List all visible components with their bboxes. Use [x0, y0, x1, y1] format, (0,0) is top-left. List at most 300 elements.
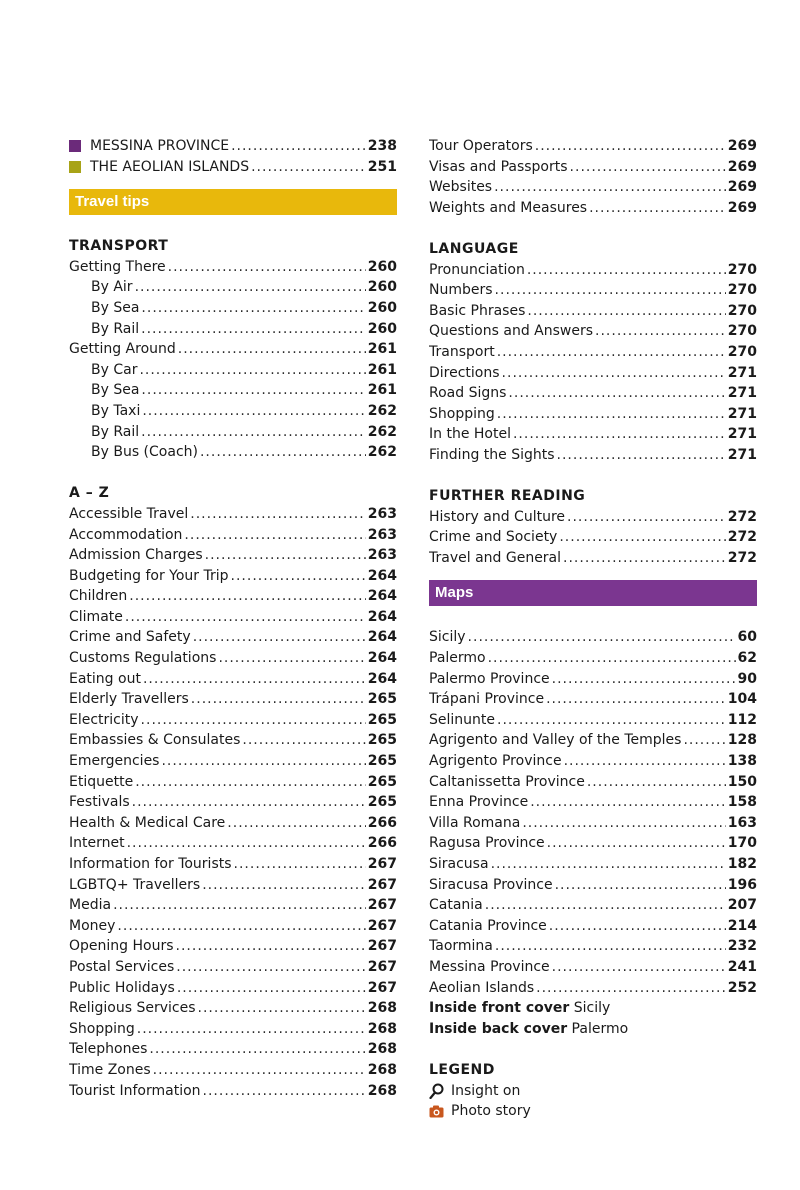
toc-entry-label: Eating out [69, 670, 141, 687]
toc-entry-label: Palermo [429, 650, 486, 667]
toc-entry-label: Agrigento and Valley of the Temples [429, 732, 682, 749]
toc-entry-label: History and Culture [429, 508, 566, 525]
dot-leader [205, 545, 366, 566]
messina-color-swatch [69, 140, 81, 152]
toc-entry-page: 270 [727, 343, 757, 360]
toc-entry-label: Shopping [429, 405, 495, 422]
toc-entry-eating-out[interactable] [69, 669, 397, 690]
toc-entry-label: Pronunciation [429, 261, 525, 278]
toc-entry-public-holidays[interactable] [69, 978, 397, 999]
toc-entry-by-car[interactable] [69, 360, 397, 381]
toc-entry-label: Catania Province [429, 917, 547, 934]
toc-entry-page: 112 [727, 711, 757, 728]
dot-leader [546, 689, 726, 710]
toc-entry-tour-operators[interactable] [429, 136, 757, 157]
toc-entry-page: 260 [367, 279, 397, 296]
toc-entry-page: 265 [367, 691, 397, 708]
dot-leader [193, 627, 366, 648]
dot-leader [508, 383, 725, 404]
toc-entry-opening-hours[interactable] [69, 936, 397, 957]
toc-entry-label: Ragusa Province [429, 835, 545, 852]
toc-entry-page: 267 [367, 979, 397, 996]
toc-entry-page: 265 [367, 794, 397, 811]
toc-entry-accessible-travel[interactable] [69, 504, 397, 525]
toc-entry-label: Taormina [429, 938, 493, 955]
dot-leader [113, 895, 366, 916]
toc-entry-page: 265 [367, 732, 397, 749]
toc-entry-customs-regulations[interactable] [69, 648, 397, 669]
toc-entry-directions[interactable] [429, 363, 757, 384]
language-list [429, 260, 757, 466]
dot-leader [564, 751, 726, 772]
toc-entry-page: 272 [727, 549, 757, 566]
dot-leader [135, 277, 366, 298]
toc-entry-palermo-province[interactable] [429, 669, 757, 690]
dot-leader [142, 401, 365, 422]
toc-entry-label: Enna Province [429, 794, 529, 811]
dot-leader [495, 936, 726, 957]
toc-entry-page: 263 [367, 547, 397, 564]
dot-leader [595, 321, 726, 342]
dot-leader [497, 342, 726, 363]
right-column [429, 136, 757, 1122]
toc-entry-health-medical-care[interactable] [69, 813, 397, 834]
toc-entry-label: Siracusa Province [429, 876, 553, 893]
toc-entry-questions-and-answers[interactable] [429, 321, 757, 342]
toc-entry-page: 158 [727, 794, 757, 811]
toc-entry-label: Catania [429, 897, 483, 914]
toc-entry-page: 104 [727, 691, 757, 708]
toc-entry-page: 267 [367, 917, 397, 934]
toc-entry-label: Tourist Information [69, 1082, 201, 1099]
toc-entry-information-for-tourists[interactable] [69, 854, 397, 875]
legend-photo-story: Photo story [429, 1101, 757, 1122]
dot-leader [137, 1019, 366, 1040]
toc-entry-by-bus-coach[interactable] [69, 442, 397, 463]
toc-entry-siracusa-province[interactable] [429, 875, 757, 896]
toc-entry-label: Electricity [69, 711, 139, 728]
toc-entry-label: Aeolian Islands [429, 979, 535, 996]
dot-leader [513, 424, 726, 445]
transport-list [69, 257, 397, 463]
toc-entry-finding-the-sights[interactable] [429, 445, 757, 466]
toc-entry-aeolian-islands[interactable] [429, 978, 757, 999]
toc-entry-label: Palermo Province [429, 670, 550, 687]
toc-entry-label: Accommodation [69, 526, 183, 543]
dot-leader [242, 730, 365, 751]
toc-entry-label: Directions [429, 364, 500, 381]
dot-leader [536, 978, 726, 999]
toc-entry-agrigento-province[interactable] [429, 751, 757, 772]
toc-entry-label: Opening Hours [69, 938, 174, 955]
toc-entry-page: 270 [727, 302, 757, 319]
dot-leader [141, 422, 366, 443]
dot-leader [552, 669, 736, 690]
toc-entry-siracusa[interactable] [429, 854, 757, 875]
dot-leader [177, 978, 366, 999]
toc-entry-label: Caltanissetta Province [429, 773, 585, 790]
dot-leader [502, 363, 726, 384]
toc-entry-numbers[interactable] [429, 280, 757, 301]
camera-icon [429, 1105, 444, 1118]
toc-entry-history-and-culture[interactable] [429, 507, 757, 528]
toc-entry-page: 269 [727, 179, 757, 196]
toc-entry-page: 264 [367, 588, 397, 605]
maps-banner: Maps [429, 580, 757, 606]
toc-entry-page: 261 [367, 382, 397, 399]
dot-leader [139, 360, 365, 381]
toc-entry-label: Etiquette [69, 773, 134, 790]
legend-heading: LEGEND [429, 1061, 495, 1078]
toc-entry-label: Religious Services [69, 1000, 196, 1017]
dot-leader [168, 257, 366, 278]
toc-entry-aeolian-islands[interactable]: THE AEOLIAN ISLANDS ..... 251 [69, 157, 397, 178]
dot-leader [522, 813, 725, 834]
toc-entry-page: 271 [727, 446, 757, 463]
dot-leader [495, 280, 726, 301]
toc-entry-catania-province[interactable] [429, 916, 757, 937]
toc-entry-page: 269 [727, 158, 757, 175]
dot-leader [190, 504, 365, 525]
toc-entry-label: Getting There [69, 258, 166, 275]
toc-entry-enna-province[interactable] [429, 792, 757, 813]
toc-entry-label: Emergencies [69, 753, 160, 770]
toc-entry-religious-services[interactable] [69, 998, 397, 1019]
toc-entry-budgeting-for-your-trip[interactable] [69, 566, 397, 587]
toc-entry-shopping[interactable] [429, 404, 757, 425]
dot-leader [129, 586, 366, 607]
dot-leader [488, 648, 736, 669]
dot-leader [203, 1081, 366, 1102]
toc-entry-emergencies[interactable] [69, 751, 397, 772]
dot-leader [494, 177, 726, 198]
toc-entry-label: By Air [91, 279, 133, 296]
dot-leader [141, 380, 365, 401]
toc-entry-travel-and-general[interactable] [429, 548, 757, 569]
aeolian-color-swatch [69, 161, 81, 173]
toc-entry-lgbtq-travellers[interactable] [69, 875, 397, 896]
toc-entry-transport[interactable] [429, 342, 757, 363]
toc-entry-elderly-travellers[interactable] [69, 689, 397, 710]
transport-heading: TRANSPORT [69, 238, 169, 255]
toc-entry-page: 268 [367, 1000, 397, 1017]
dot-leader [141, 319, 366, 340]
toc-entry-page: 138 [727, 753, 757, 770]
toc-entry-by-taxi[interactable] [69, 401, 397, 422]
toc-entry-selinunte[interactable] [429, 710, 757, 731]
toc-entry-page: 265 [367, 753, 397, 770]
toc-entry-label: Money [69, 917, 116, 934]
toc-entry-page: 272 [727, 508, 757, 525]
toc-entry-festivals[interactable] [69, 792, 397, 813]
toc-entry-page: 170 [727, 835, 757, 852]
toc-entry-page: 270 [727, 261, 757, 278]
dot-leader [527, 260, 726, 281]
toc-entry-page: 270 [727, 282, 757, 299]
toc-entry-messina-province[interactable] [429, 957, 757, 978]
toc-entry-label: Time Zones [69, 1061, 151, 1078]
toc-entry-postal-services[interactable] [69, 957, 397, 978]
a-z-list [69, 504, 397, 1101]
toc-entry-label: Trápani Province [429, 691, 545, 708]
dot-leader [127, 833, 366, 854]
toc-entry-label: Admission Charges [69, 547, 203, 564]
dot-leader [231, 566, 366, 587]
toc-entry-page: 196 [727, 876, 757, 893]
toc-entry-catania[interactable] [429, 895, 757, 916]
toc-entry-page: 268 [367, 1082, 397, 1099]
dot-leader [153, 1060, 366, 1081]
dot-leader [535, 136, 726, 157]
toc-entry-page: 267 [367, 856, 397, 872]
toc-entry-page: 241 [727, 958, 757, 975]
inside-back-cover[interactable]: Inside back cover Palermo [429, 1020, 629, 1037]
toc-entry-websites[interactable] [429, 177, 757, 198]
toc-entry-page: 90 [737, 670, 757, 687]
toc-entry-label: Travel and General [429, 549, 562, 566]
toc-entry-page: 260 [367, 320, 397, 337]
a-z-continued-list [429, 136, 757, 218]
toc-entry-label: Websites [429, 179, 493, 196]
toc-entry-page: 269 [727, 199, 757, 216]
dot-leader [527, 301, 725, 322]
dot-leader [555, 875, 726, 896]
toc-entry-page: 272 [727, 529, 757, 546]
toc-entry-page: 252 [727, 979, 757, 996]
dot-leader [141, 710, 366, 731]
toc-entry-page: 265 [367, 773, 397, 790]
toc-entry-label: Health & Medical Care [69, 814, 226, 831]
travel-tips-banner: Travel tips [69, 189, 397, 215]
toc-entry-label: By Sea [91, 382, 140, 399]
toc-entry-page: 262 [367, 402, 397, 419]
toc-entry-page: 267 [367, 876, 397, 893]
toc-entry-label: Embassies & Consulates [69, 732, 241, 749]
dot-leader [683, 730, 725, 751]
toc-entry-page: 271 [727, 364, 757, 381]
toc-entry-label: Road Signs [429, 385, 507, 402]
further-reading-heading: FURTHER READING [429, 488, 586, 505]
dot-leader [149, 1039, 365, 1060]
dot-leader [485, 895, 726, 916]
toc-entry-time-zones[interactable] [69, 1060, 397, 1081]
toc-entry-page: 268 [367, 1041, 397, 1058]
dot-leader [468, 627, 736, 648]
inside-front-cover[interactable]: Inside front cover Sicily [429, 1000, 611, 1017]
toc-entry-label: Accessible Travel [69, 505, 189, 522]
toc-entry-label: By Taxi [91, 402, 141, 419]
toc-entry-label: Internet [69, 835, 125, 852]
dot-leader [143, 669, 366, 690]
toc-entry-label: Customs Regulations [69, 650, 217, 667]
toc-entry-page: 267 [367, 938, 397, 955]
toc-entry-messina-province[interactable]: MESSINA PROVINCE ..... 238 [69, 136, 397, 157]
toc-entry-label: Public Holidays [69, 979, 175, 996]
toc-entry-page: 62 [737, 650, 757, 667]
toc-entry-page: 265 [367, 711, 397, 728]
toc-entry-pronunciation[interactable] [429, 260, 757, 281]
toc-entry-label: Budgeting for Your Trip [69, 567, 229, 584]
toc-entry-label: By Bus (Coach) [91, 444, 198, 461]
dot-leader [125, 607, 366, 628]
dot-leader [178, 339, 366, 360]
toc-entry-page: 267 [367, 897, 397, 914]
toc-entry-page: 60 [737, 629, 757, 646]
toc-entry-getting-around[interactable] [69, 339, 397, 360]
magnifier-icon [429, 1083, 444, 1099]
toc-entry-label: Questions and Answers [429, 323, 594, 340]
toc-entry-sicily[interactable] [429, 627, 757, 648]
dot-leader [184, 525, 365, 546]
language-heading: LANGUAGE [429, 240, 519, 257]
toc-entry-label: By Rail [91, 423, 140, 440]
toc-entry-climate[interactable] [69, 607, 397, 628]
dot-leader [161, 751, 365, 772]
toc-entry-label: Shopping [69, 1020, 135, 1037]
further-reading-list [429, 507, 757, 569]
toc-entry-caltanissetta-province[interactable] [429, 772, 757, 793]
dot-leader [218, 648, 365, 669]
maps-list [429, 627, 757, 998]
toc-entry-label: Crime and Society [429, 529, 558, 546]
toc-entry-page: 207 [727, 897, 757, 914]
toc-entry-page: 264 [367, 629, 397, 646]
dot-leader [587, 772, 726, 793]
toc-entry-label: Festivals [69, 794, 130, 811]
toc-entry-label: Agrigento Province [429, 753, 562, 770]
toc-entry-page: 128 [727, 732, 757, 749]
toc-entry-page: 264 [367, 608, 397, 625]
dot-leader [557, 445, 726, 466]
toc-entry-page: 271 [727, 426, 757, 443]
toc-entry-page: 264 [367, 650, 397, 667]
toc-entry-ragusa-province[interactable] [429, 833, 757, 854]
toc-entry-by-rail[interactable] [69, 319, 397, 340]
dot-leader [191, 689, 366, 710]
toc-entry-by-rail[interactable] [69, 422, 397, 443]
toc-entry-label: Sicily [429, 629, 466, 646]
toc-entry-label: Telephones [69, 1041, 148, 1058]
toc-entry-label: By Rail [91, 320, 140, 337]
toc-entry-label: Crime and Safety [69, 629, 191, 646]
toc-entry-page: 263 [367, 505, 397, 522]
toc-entry-page: 182 [727, 856, 757, 872]
toc-entry-page: 261 [367, 341, 397, 358]
toc-entry-accommodation[interactable] [69, 525, 397, 546]
toc-entry-in-the-hotel[interactable] [429, 424, 757, 445]
toc-entry-label: Transport [429, 343, 495, 360]
toc-entry-label: LGBTQ+ Travellers [69, 876, 201, 893]
toc-entry-agrigento-and-valley-of-the-temples[interactable] [429, 730, 757, 751]
toc-entry-media[interactable] [69, 895, 397, 916]
toc-entry-label: Postal Services [69, 958, 175, 975]
toc-entry-label: Climate [69, 608, 123, 625]
toc-entry-by-air[interactable] [69, 277, 397, 298]
toc-entry-electricity[interactable] [69, 710, 397, 731]
toc-entry-crime-and-society[interactable] [429, 527, 757, 548]
toc-entry-page: 271 [727, 385, 757, 402]
toc-entry-page: 264 [367, 567, 397, 584]
toc-entry-page: 232 [727, 938, 757, 955]
toc-entry-page: 266 [367, 814, 397, 831]
dot-leader [549, 916, 726, 937]
dot-leader [559, 527, 725, 548]
dot-leader [570, 157, 726, 178]
toc-entry-page: 269 [727, 138, 757, 154]
toc-entry-label: In the Hotel [429, 426, 511, 443]
toc-entry-label: Siracusa [429, 856, 489, 872]
toc-entry-villa-romana[interactable] [429, 813, 757, 834]
toc-entry-crime-and-safety[interactable] [69, 627, 397, 648]
dot-leader [497, 404, 726, 425]
toc-entry-label: Basic Phrases [429, 302, 526, 319]
toc-entry-weights-and-measures[interactable] [429, 198, 757, 219]
toc-entry-page: 262 [367, 444, 397, 461]
toc-entry-basic-phrases[interactable] [429, 301, 757, 322]
toc-entry-page: 214 [727, 917, 757, 934]
toc-entry-page: 268 [367, 1061, 397, 1078]
dot-leader [547, 833, 726, 854]
dot-leader [234, 854, 366, 875]
toc-entry-visas-and-passports[interactable] [429, 157, 757, 178]
toc-entry-label: Numbers [429, 282, 493, 299]
toc-entry-label: Finding the Sights [429, 446, 555, 463]
toc-entry-page: 262 [367, 423, 397, 440]
toc-entry-label: Elderly Travellers [69, 691, 189, 708]
toc-entry-page: 264 [367, 670, 397, 687]
toc-entry-label: Media [69, 897, 112, 914]
toc-entry-etiquette[interactable] [69, 772, 397, 793]
dot-leader [567, 507, 726, 528]
toc-entry-money[interactable] [69, 916, 397, 937]
dot-leader [135, 772, 366, 793]
toc-entry-by-sea[interactable] [69, 298, 397, 319]
toc-entry-children[interactable] [69, 586, 397, 607]
toc-entry-label: Visas and Passports [429, 158, 568, 175]
dot-leader [200, 442, 366, 463]
dot-leader [227, 813, 365, 834]
toc-entry-label: Getting Around [69, 341, 176, 358]
toc-entry-page: 260 [367, 299, 397, 316]
dot-leader [198, 998, 366, 1019]
toc-entry-telephones[interactable] [69, 1039, 397, 1060]
dot-leader [176, 936, 366, 957]
toc-entry-tourist-information[interactable] [69, 1081, 397, 1102]
dot-leader [491, 854, 726, 875]
toc-entry-page: 270 [727, 323, 757, 340]
toc-entry-label: Information for Tourists [69, 856, 232, 872]
toc-entry-label: Weights and Measures [429, 199, 588, 216]
toc-entry-internet[interactable] [69, 833, 397, 854]
toc-entry-taormina[interactable] [429, 936, 757, 957]
toc-entry-palermo[interactable] [429, 648, 757, 669]
toc-entry-tr-pani-province[interactable] [429, 689, 757, 710]
toc-entry-shopping[interactable] [69, 1019, 397, 1040]
toc-entry-page: 150 [727, 773, 757, 790]
toc-entry-embassies-consulates[interactable] [69, 730, 397, 751]
toc-entry-getting-there[interactable] [69, 257, 397, 278]
dot-leader [589, 198, 726, 219]
dot-leader [563, 548, 726, 569]
dot-leader [202, 875, 366, 896]
toc-entry-by-sea[interactable] [69, 380, 397, 401]
toc-entry-page: 261 [367, 361, 397, 378]
toc-entry-road-signs[interactable] [429, 383, 757, 404]
toc-entry-admission-charges[interactable] [69, 545, 397, 566]
toc-entry-page: 268 [367, 1020, 397, 1037]
dot-leader [132, 792, 366, 813]
toc-entry-label: By Car [91, 361, 138, 378]
